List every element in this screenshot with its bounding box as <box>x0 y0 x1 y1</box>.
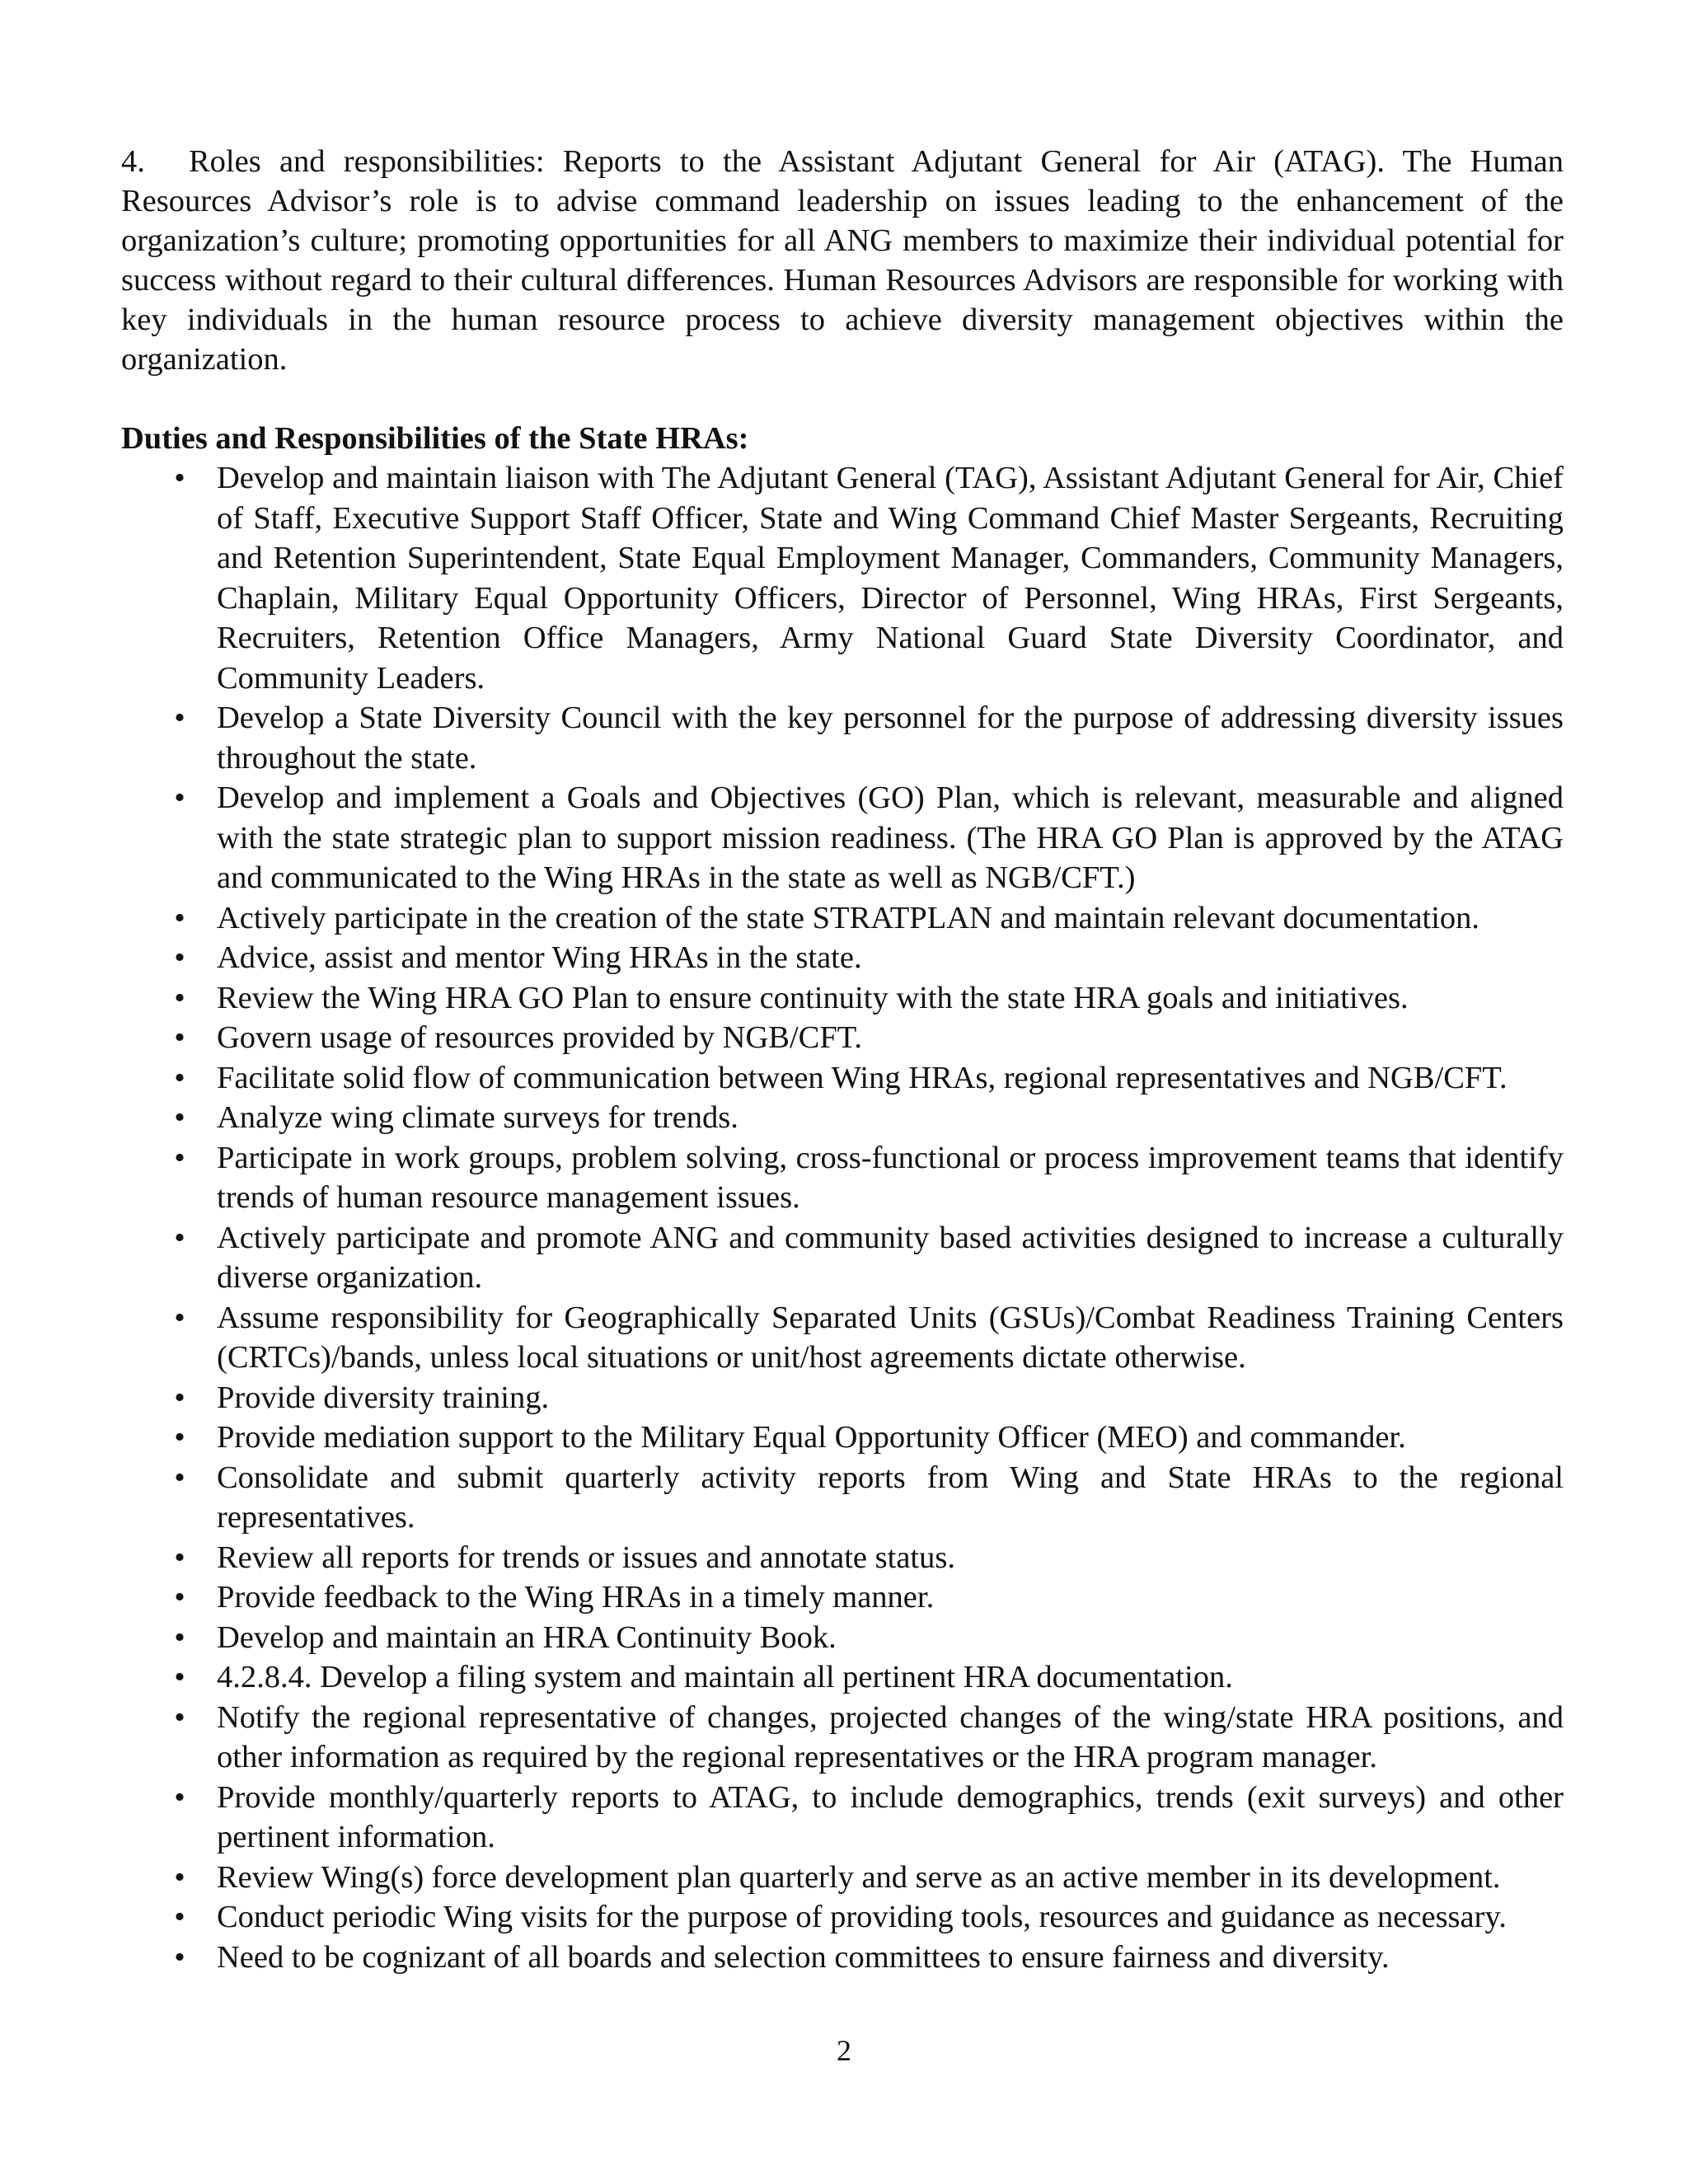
duty-text: Analyze wing climate surveys for trends. <box>217 1100 738 1135</box>
bullet-icon: • <box>174 1580 185 1615</box>
bullet-icon: • <box>174 1859 185 1895</box>
bullet-icon: • <box>174 1779 185 1815</box>
duties-list <box>121 458 1564 1977</box>
duty-text: Develop and implement a Goals and Objectives (GO) Plan, which is relevant, measurable and aligned with the state strategic plan to support mission readiness. (The HRA GO Plan is approved by the ATAG and communicated to the Wing HRAs in the state as well as NGB/CFT.) <box>217 780 1564 895</box>
bullet-icon: • <box>174 1020 185 1055</box>
duty-text: Facilitate solid flow of communication between Wing HRAs, regional representatives and NGB/CFT. <box>217 1060 1507 1095</box>
page-number: 2 <box>837 2034 851 2067</box>
duty-text: Review all reports for trends or issues and annotate status. <box>217 1540 955 1575</box>
duty-item <box>121 1098 1564 1138</box>
bullet-icon: • <box>174 900 185 935</box>
duty-text: Provide mediation support to the Military Equal Opportunity Officer (MEO) and commander. <box>217 1420 1406 1455</box>
duty-text: Provide diversity training. <box>217 1380 550 1415</box>
bullet-icon: • <box>174 1060 185 1095</box>
duty-text: Participate in work groups, problem solving, cross-functional or process improvement teams that identify trends of human resource management issues. <box>217 1140 1564 1215</box>
bullet-icon: • <box>174 1660 185 1694</box>
duty-item <box>121 978 1564 1019</box>
intro-paragraph <box>121 142 1564 379</box>
duty-item <box>121 1378 1564 1418</box>
section-number: 4. <box>121 144 145 179</box>
document-page <box>121 142 1564 1977</box>
bullet-icon: • <box>174 1900 185 1934</box>
bullet-icon: • <box>174 1939 185 1975</box>
bullet-icon: • <box>174 1380 185 1415</box>
duty-item <box>121 1577 1564 1618</box>
duty-text: Develop a State Diversity Council with the key personnel for the purpose of addressing diversity issues throughout the state. <box>217 701 1564 776</box>
bullet-icon: • <box>174 1100 185 1135</box>
bullet-icon: • <box>174 701 185 735</box>
duty-text: Govern usage of resources provided by NGB/CFT. <box>217 1020 863 1055</box>
bullet-icon: • <box>174 1540 185 1575</box>
duty-text: Actively participate and promote ANG and community based activities designed to increase a culturally diverse organization. <box>217 1220 1564 1295</box>
duty-item <box>121 1458 1564 1538</box>
duty-item <box>121 898 1564 939</box>
duty-text: Develop and maintain liaison with The Adjutant General (TAG), Assistant Adjutant General for Air, Chief of Staff, Executive Support Staff Officer, State and Wing Command Chief Master Sergeants, Recruiting and Retention Superintendent, State Equal Employment Manager, Commanders, Community Managers, Chaplain, Military Equal Opportunity Officers, Director of Personnel, Wing HRAs, First Sergeants, Recruiters, Retention Office Managers, Army National Guard State Diversity Coordinator, and Community Leaders. <box>217 461 1564 696</box>
duty-item <box>121 1618 1564 1658</box>
duty-item <box>121 1657 1564 1698</box>
bullet-icon: • <box>174 461 185 495</box>
bullet-icon: • <box>174 780 185 815</box>
duty-text: Notify the regional representative of changes, projected changes of the wing/state HRA positions, and other information as required by the regional representatives or the HRA program manager. <box>217 1699 1564 1774</box>
duty-item <box>121 938 1564 978</box>
duty-text: Actively participate in the creation of the state STRATPLAN and maintain relevant documentation. <box>217 900 1480 935</box>
duty-text: Consolidate and submit quarterly activity reports from Wing and State HRAs to the regional representatives. <box>217 1460 1564 1535</box>
duty-text: Conduct periodic Wing visits for the purpose of providing tools, resources and guidance as necessary. <box>217 1900 1507 1934</box>
bullet-icon: • <box>174 1699 185 1735</box>
duty-text: Review Wing(s) force development plan quarterly and serve as an active member in its development. <box>217 1859 1501 1895</box>
bullet-icon: • <box>174 1220 185 1255</box>
duty-text: 4.2.8.4. Develop a filing system and maintain all pertinent HRA documentation. <box>217 1660 1233 1694</box>
duty-item <box>121 1018 1564 1058</box>
duty-item <box>121 1298 1564 1378</box>
duty-item <box>121 1778 1564 1858</box>
duty-item <box>121 778 1564 898</box>
bullet-icon: • <box>174 1619 185 1655</box>
intro-text: Roles and responsibilities: Reports to the Assistant Adjutant General for Air (ATAG). The Human Resources Advisor’s role is to advise command leadership on issues leading to the enhancement of the organization’s culture; promoting opportunities for all ANG members to maximize their individual potential for success without regard to their cultural differences. Human Resources Advisors are responsible for working with key individuals in the human resource process to achieve diversity management objectives within the organization. <box>121 144 1564 377</box>
bullet-icon: • <box>174 980 185 1015</box>
duty-item <box>121 698 1564 778</box>
duty-text: Assume responsibility for Geographically Separated Units (GSUs)/Combat Readiness Training Centers (CRTCs)/bands, unless local situations or unit/host agreements dictate otherwise. <box>217 1300 1564 1375</box>
bullet-icon: • <box>174 1140 185 1175</box>
bullet-icon: • <box>174 1420 185 1455</box>
bullet-icon: • <box>174 1460 185 1495</box>
bullet-icon: • <box>174 1300 185 1335</box>
duty-text: Advice, assist and mentor Wing HRAs in the state. <box>217 940 862 975</box>
duty-item <box>121 1897 1564 1938</box>
duty-item <box>121 1418 1564 1458</box>
duty-item <box>121 1058 1564 1099</box>
duty-item <box>121 1858 1564 1898</box>
duty-text: Provide feedback to the Wing HRAs in a timely manner. <box>217 1580 935 1615</box>
duty-item <box>121 1698 1564 1778</box>
bullet-icon: • <box>174 940 185 975</box>
duty-item <box>121 458 1564 698</box>
duty-text: Provide monthly/quarterly reports to ATAG, to include demographics, trends (exit surveys) and other pertinent information. <box>217 1779 1564 1854</box>
duty-text: Review the Wing HRA GO Plan to ensure continuity with the state HRA goals and initiatives. <box>217 980 1409 1015</box>
duty-item <box>121 1938 1564 1978</box>
duty-item <box>121 1218 1564 1298</box>
duty-item <box>121 1138 1564 1218</box>
duties-heading: Duties and Responsibilities of the State HRAs: <box>121 421 749 456</box>
duty-text: Need to be cognizant of all boards and selection committees to ensure fairness and diversity. <box>217 1939 1390 1975</box>
duty-item <box>121 1538 1564 1578</box>
duty-text: Develop and maintain an HRA Continuity Book. <box>217 1619 837 1655</box>
